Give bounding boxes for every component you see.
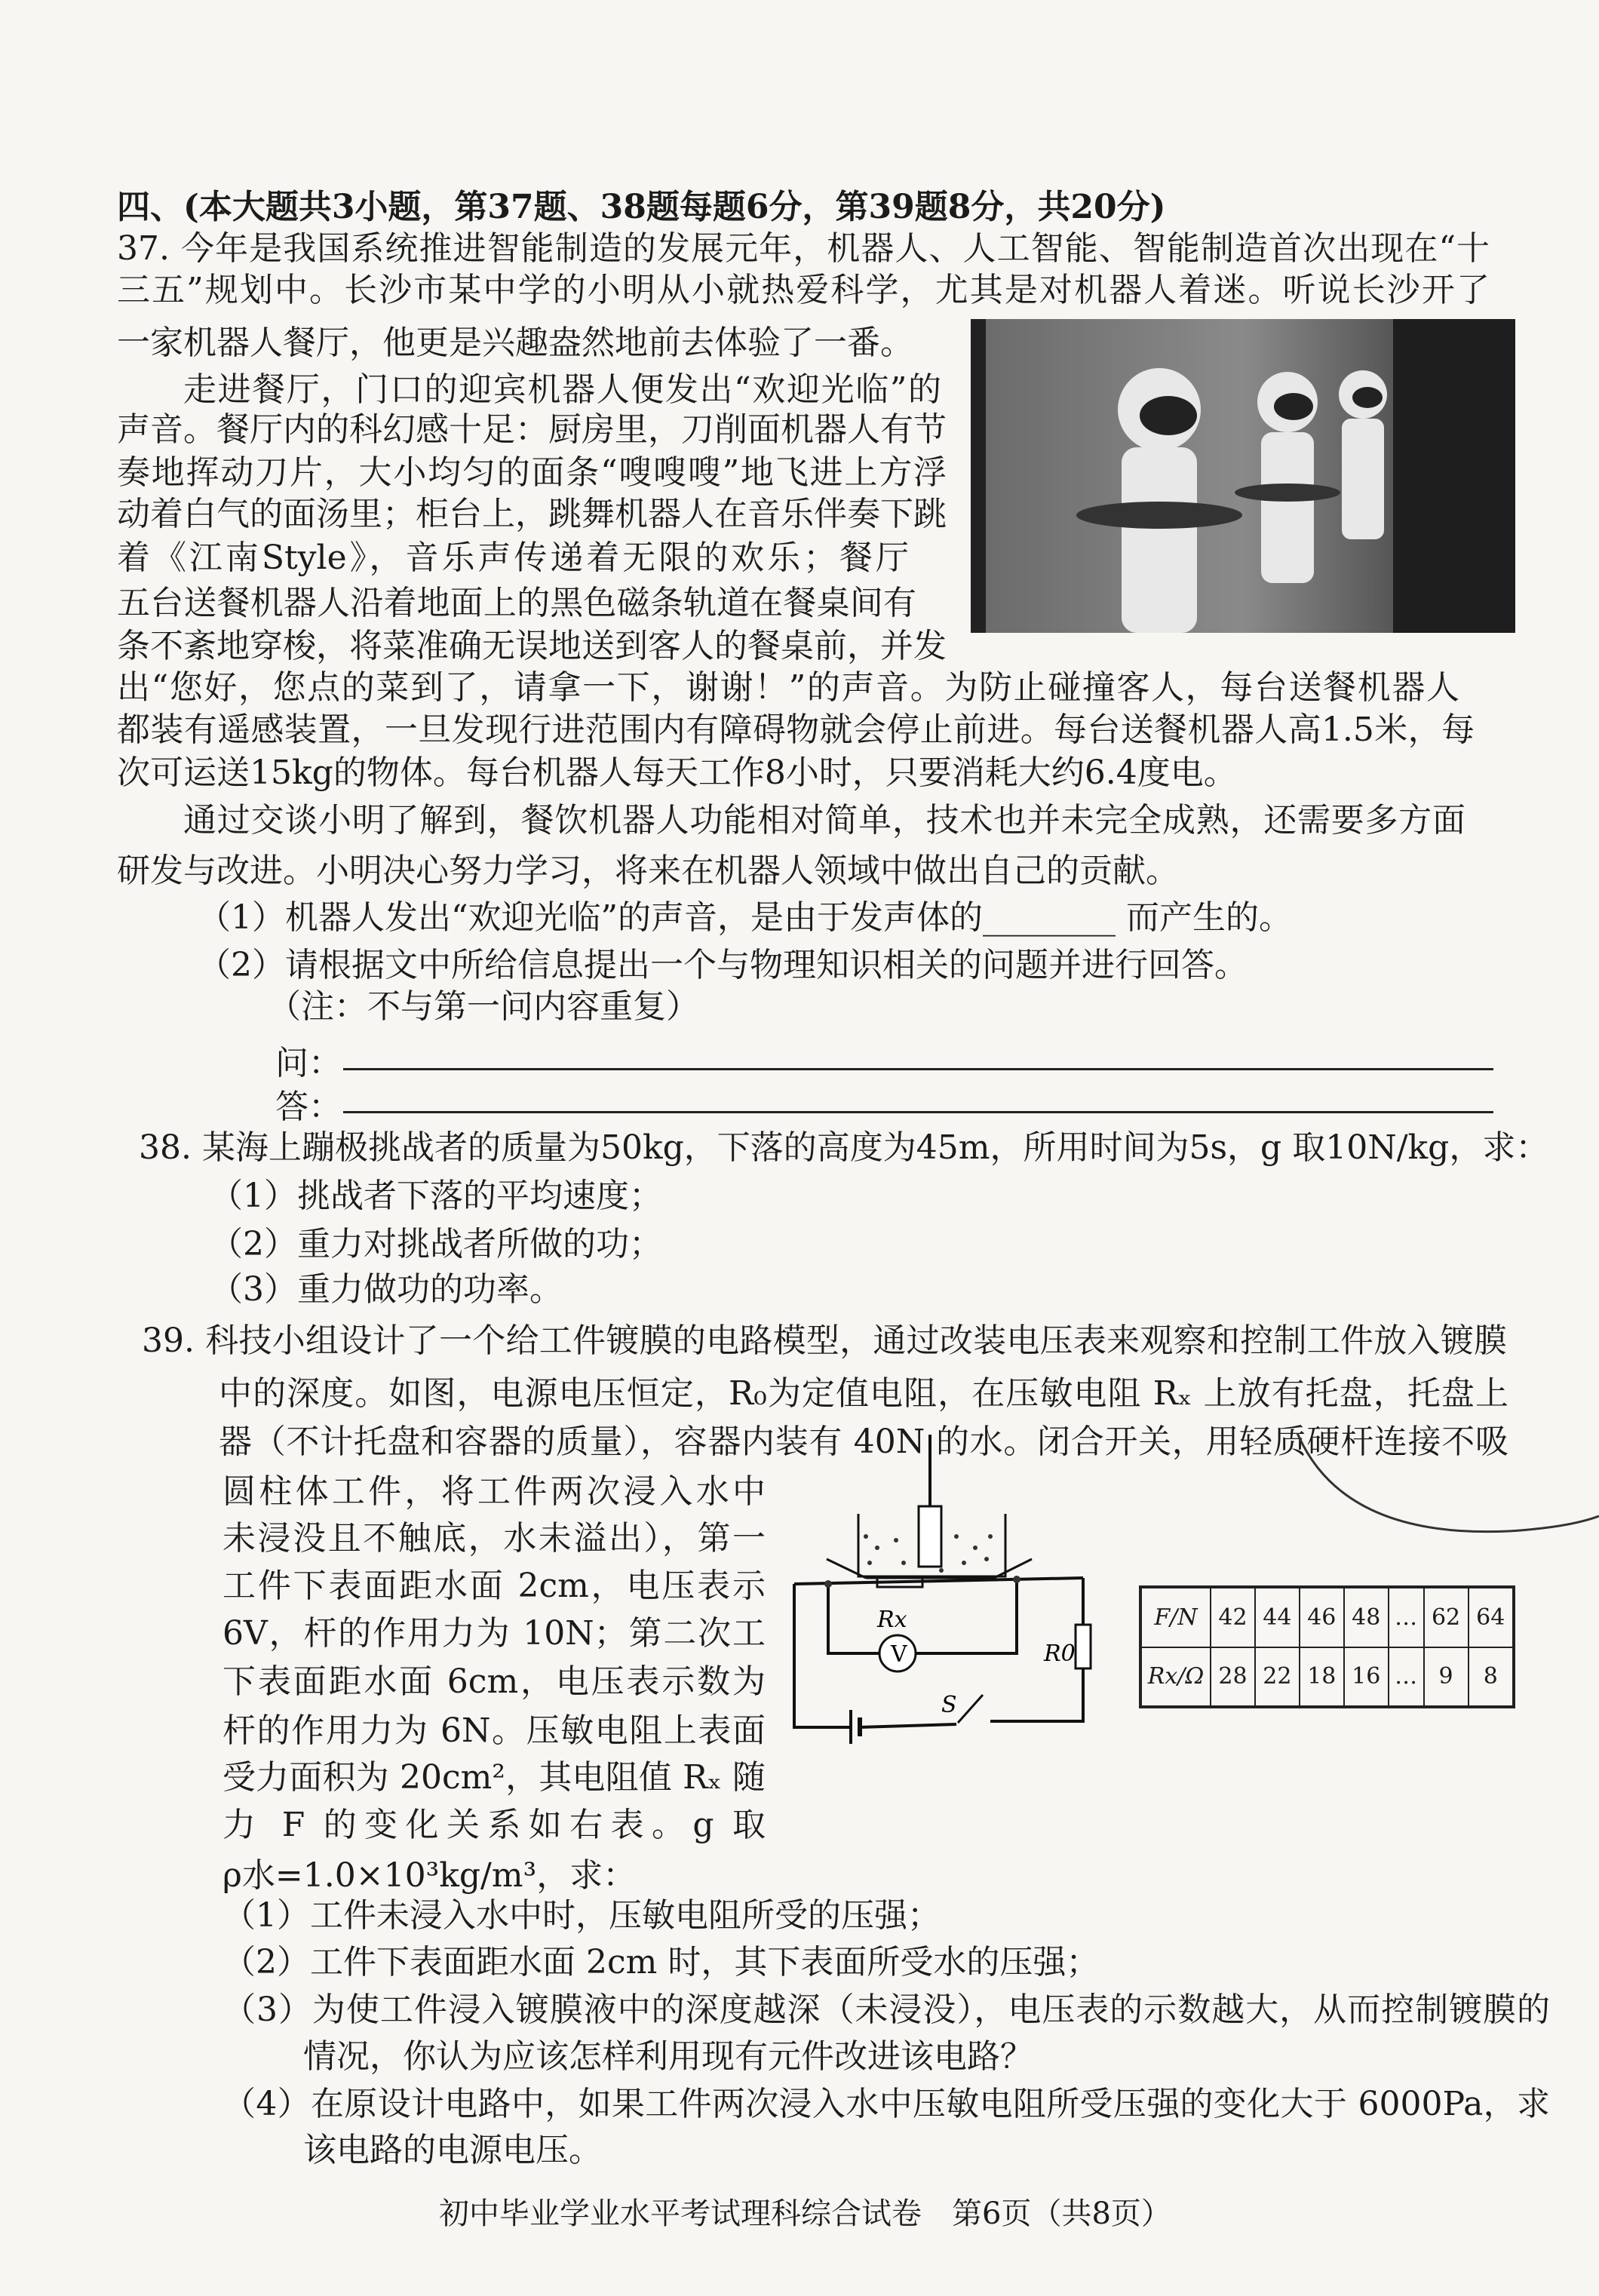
- q39-sub: （2）工件下表面距水面 2cm 时，其下表面所受水的压强；: [223, 1943, 1100, 1981]
- q37-line: 研发与改进。小明决心努力学习，将来在机器人领域中做出自己的贡献。: [117, 852, 1179, 890]
- q38-stem: 38. 某海上蹦极挑战者的质量为50kg，下落的高度为45m，所用时间为5s，g 取10N/kg，求：: [139, 1128, 1549, 1167]
- q38-sub: （2）重力对挑战者所做的功；: [210, 1225, 662, 1263]
- q39-line: 39. 科技小组设计了一个给工件镀膜的电路模型，通过改装电压表来观察和控制工件放入镀膜: [142, 1321, 1507, 1360]
- q37-sub2: （2）请根据文中所给信息提出一个与物理知识相关的问题并进行回答。: [198, 946, 1248, 984]
- page-footer: 初中毕业学业水平考试理科综合试卷 第6页（共8页）: [439, 2196, 1171, 2231]
- q39-line: 中的深度。如图，电源电压恒定，R₀为定值电阻，在压敏电阻 Rₓ 上放有托盘，托盘上: [219, 1374, 1508, 1413]
- table-cell: 46: [1300, 1587, 1344, 1647]
- voltmeter-label: V: [891, 1641, 907, 1668]
- q37-line: 走进餐厅，门口的迎宾机器人便发出“欢迎光临”的: [183, 370, 941, 409]
- table-cell: 62: [1424, 1587, 1469, 1647]
- table-header: Rx/Ω: [1140, 1647, 1211, 1708]
- table-cell: 22: [1255, 1647, 1300, 1708]
- q39-sub: （3）为使工件浸入镀膜液中的深度越深（未浸没），电压表的示数越大，从而控制镀膜的: [223, 1991, 1550, 2029]
- table-cell: 28: [1211, 1647, 1255, 1708]
- q39-line: 受力面积为 20cm²，其电阻值 Rₓ 随: [223, 1758, 766, 1797]
- ask-answer-line[interactable]: [343, 1068, 1493, 1070]
- q39-line: 力 F 的变化关系如右表。g 取: [223, 1806, 766, 1844]
- circuit-diagram: [790, 1435, 1130, 1751]
- q39-line: 未浸没且不触底，水未溢出），第一: [223, 1519, 766, 1558]
- q39-sub: （1）工件未浸入水中时，压敏电阻所受的压强；: [223, 1896, 941, 1935]
- q37-line: 奏地挥动刀片，大小均匀的面条“嗖嗖嗖”地飞进上方浮: [117, 453, 947, 492]
- q37-line: 条不紊地穿梭，将菜准确无误地送到客人的餐桌前，并发: [117, 627, 947, 665]
- table-cell: 44: [1255, 1587, 1300, 1647]
- table-row: [1140, 1587, 1514, 1647]
- q37-line: 出“您好，您点的菜到了，请拿一下，谢谢！”的声音。为防止碰撞客人，每台送餐机器人: [117, 668, 1459, 707]
- q37-note: （注：不与第一问内容重复）: [268, 987, 699, 1026]
- q38-sub: （3）重力做功的功率。: [210, 1270, 563, 1309]
- q39-line: 6V，杆的作用力为 10N；第二次工: [223, 1614, 766, 1653]
- switch-label: S: [941, 1692, 957, 1718]
- q37-line: 动着白气的面汤里；柜台上，跳舞机器人在音乐伴奏下跳: [117, 495, 947, 533]
- q39-sub: （4）在原设计电路中，如果工件两次浸入水中压敏电阻所受压强的变化大于 6000Pa，求: [223, 2085, 1550, 2123]
- q39-line: ρ水=1.0×10³kg/m³，求：: [223, 1856, 637, 1895]
- q39-line: 器（不计托盘和容器的质量），容器内装有 40N 的水。闭合开关，用轻质硬杆连接不吸: [219, 1423, 1508, 1461]
- rx-label: Rx: [877, 1607, 907, 1633]
- answer-label: 答：: [275, 1088, 342, 1126]
- q39-line: 圆柱体工件，将工件两次浸入水中: [223, 1472, 766, 1511]
- q39-line: 杆的作用力为 6N。压敏电阻上表面: [223, 1711, 766, 1750]
- table-cell: 48: [1344, 1587, 1389, 1647]
- q38-sub: （1）挑战者下落的平均速度；: [210, 1177, 662, 1215]
- q39-sub-cont: 该电路的电源电压。: [303, 2131, 602, 2169]
- table-cell: 42: [1211, 1587, 1255, 1647]
- q39-line: 工件下表面距水面 2cm，电压表示: [223, 1567, 766, 1605]
- table-cell: …: [1389, 1647, 1424, 1708]
- q37-sub1: （1）机器人发出“欢迎光临”的声音，是由于发声体的________ 而产生的。: [198, 898, 1292, 937]
- q37-line: 都装有遥感装置，一旦发现行进范围内有障碍物就会停止前进。每台送餐机器人高1.5米，每: [117, 711, 1475, 749]
- table-cell: 18: [1300, 1647, 1344, 1708]
- q37-line: 声音。餐厅内的科幻感十足：厨房里，刀削面机器人有节: [117, 410, 947, 449]
- table-cell: 16: [1344, 1647, 1389, 1708]
- q37-line: 五台送餐机器人沿着地面上的黑色磁条轨道在餐桌间有: [117, 584, 916, 622]
- answer-line[interactable]: [343, 1111, 1493, 1113]
- q39-sub-cont: 情况，你认为应该怎样利用现有元件改进该电路？: [303, 2037, 1033, 2076]
- ask-label: 问：: [275, 1044, 342, 1082]
- q37-line: 着《江南Style》，音乐声传递着无限的欢乐；餐厅: [117, 539, 909, 577]
- table-cell: 9: [1424, 1647, 1469, 1708]
- r0-label: R0: [1044, 1641, 1076, 1667]
- q37-line: 一家机器人餐厅，他更是兴趣盎然地前去体验了一番。: [117, 324, 913, 362]
- q37-line: 37. 今年是我国系统推进智能制造的发展元年，机器人、人工智能、智能制造首次出现在“十: [117, 229, 1490, 268]
- table-cell: 8: [1469, 1647, 1514, 1708]
- section-header: 四、(本大题共3小题，第37题、38题每题6分，第39题8分，共20分): [117, 188, 1166, 226]
- q37-line: 三五”规划中。长沙市某中学的小明从小就热爱科学，尤其是对机器人着迷。听说长沙开了: [117, 271, 1490, 309]
- force-resistance-table: [1139, 1585, 1515, 1708]
- q37-line: 次可运送15kg的物体。每台机器人每天工作8小时，只要消耗大约6.4度电。: [117, 754, 1237, 792]
- q37-line: 通过交谈小明了解到，餐饮机器人功能相对简单，技术也并未完全成熟，还需要多方面: [183, 801, 1465, 840]
- table-row: [1140, 1647, 1514, 1708]
- table-cell: 64: [1469, 1587, 1514, 1647]
- table-header: F/N: [1140, 1587, 1211, 1647]
- table-cell: …: [1389, 1587, 1424, 1647]
- q39-line: 下表面距水面 6cm，电压表示数为: [223, 1662, 766, 1701]
- robot-restaurant-photo: [971, 319, 1515, 633]
- pencil-arc-mark: [1282, 1433, 1599, 1584]
